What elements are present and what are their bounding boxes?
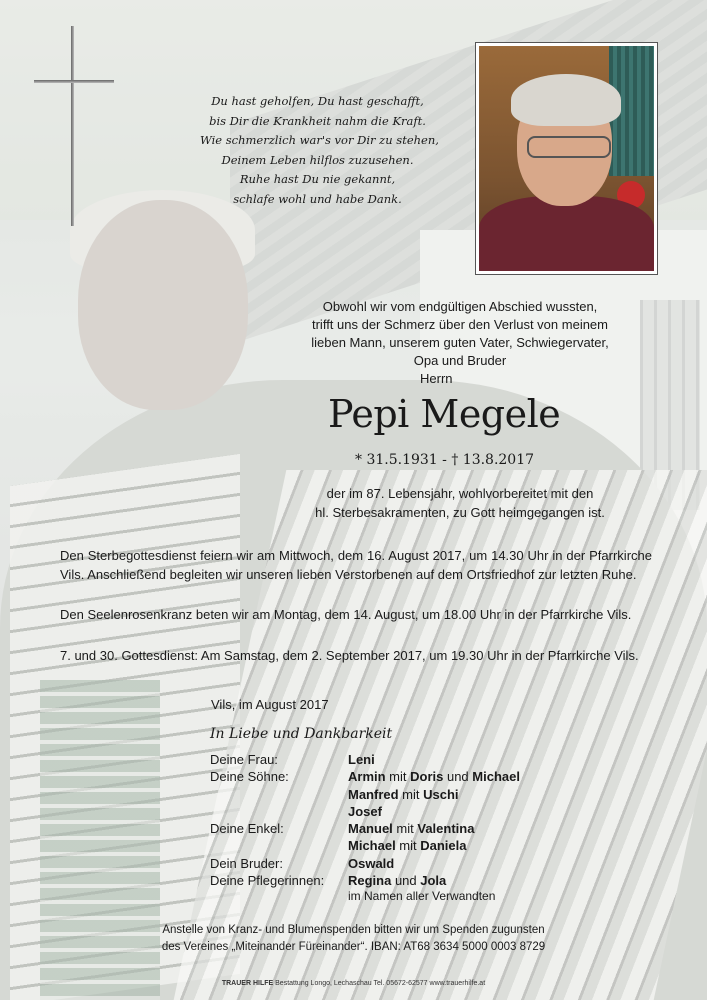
mourner-row (210, 768, 630, 785)
mourner-row (210, 820, 630, 837)
mourner-row (210, 872, 630, 889)
intro-text (260, 298, 660, 370)
relation-label: Deine Frau: (210, 752, 278, 767)
poem-line: Wie schmerzlich war's vor Dir zu stehen, (200, 133, 439, 147)
mourner-row (210, 855, 630, 872)
mourner-name: Manfred (348, 786, 399, 802)
mourner-name: Daniela (420, 838, 467, 854)
mourner-name: Uschi (423, 786, 459, 802)
poem-line: Du hast geholfen, Du hast geschafft, (211, 94, 424, 108)
passing-line: der im 87. Lebensjahr, wohlvorbereitet mit den (326, 486, 594, 501)
honorific: Herrn (420, 371, 453, 386)
mourner-name: Josef (348, 803, 382, 819)
mourner-name: Michael (348, 838, 396, 854)
memorial-service-paragraph: 7. und 30. Gottesdienst: Am Samstag, dem 2. September 2017, um 19.30 Uhr in der Pfarrkirche Vils. (60, 648, 639, 663)
donation-line: Anstelle von Kranz- und Blumenspenden bitten wir um Spenden zugunsten (162, 924, 545, 936)
funeral-service-paragraph: Den Sterbegottesdienst feiern wir am Mittwoch, dem 16. August 2017, um 14.30 Uhr in der Pfarrkirche Vils. Anschließend begleiten wir unseren lieben Verstorbenen auf dem Ortsfriedhof zur letzten Ruhe. (60, 548, 652, 582)
mourner-name: Regina (348, 873, 392, 889)
intro-line: Obwohl wir vom endgültigen Abschied wussten, (322, 299, 598, 314)
mourners-list (210, 751, 630, 889)
life-dates: * 31.5.1931 - † 13.8.2017 (355, 452, 535, 468)
mourner-row (210, 786, 630, 803)
mourner-row (210, 837, 630, 854)
intro-line: Opa und Bruder (413, 353, 507, 368)
relatives-line: im Namen aller Verwandten (348, 889, 496, 903)
donation-line: des Vereines „Miteinander Füreinander“. IBAN: AT68 3634 5000 0003 8729 (161, 941, 546, 953)
mourner-name: Valentina (417, 821, 475, 837)
place-date: Vils, im August 2017 (211, 697, 329, 712)
relation-label: Deine Enkel: (210, 821, 284, 837)
mourner-name: Doris (410, 769, 444, 785)
connector: und (443, 769, 473, 785)
funeral-home-footer (0, 980, 707, 987)
connector: mit (392, 821, 418, 837)
relation-label: Dein Bruder: (210, 855, 283, 871)
funeral-home-contact: Bestattung Longo, Lechaschau Tel. 05672-62577 www.trauerhilfe.at (273, 980, 486, 987)
intro-line: lieben Mann, unserem guten Vater, Schwiegervater, (311, 335, 609, 350)
mourner-row (210, 751, 630, 768)
donation-note (60, 922, 647, 956)
passing-line: hl. Sterbesakramenten, zu Gott heimgegangen ist. (315, 505, 605, 520)
connector: mit (395, 838, 421, 854)
funeral-home-brand: TRAUER HILFE (221, 980, 274, 987)
poem-line: Deinem Leben hilflos zuzusehen. (221, 152, 414, 167)
rosary-paragraph: Den Seelenrosenkranz beten wir am Montag, dem 14. August, um 18.00 Uhr in der Pfarrkirche Vils. (60, 607, 632, 622)
mourner-name: Michael (472, 769, 520, 785)
deceased-name: Pepi Megele (328, 392, 561, 436)
dedication-line: In Liebe und Dankbarkeit (210, 726, 393, 742)
mourner-name: Jola (420, 873, 447, 889)
relation-label: Deine Pflegerinnen: (210, 873, 325, 889)
passing-text (260, 484, 660, 522)
relation-label: Deine Söhne: (210, 769, 289, 785)
connector: und (391, 873, 421, 889)
intro-line: trifft uns der Schmerz über den Verlust von meinem (311, 317, 608, 332)
poem-line: Ruhe hast Du nie gekannt, (239, 172, 396, 186)
poem (200, 92, 439, 209)
mourner-name: Manuel (348, 821, 393, 837)
portrait-photo (476, 43, 657, 274)
connector: mit (398, 786, 424, 802)
mourner-name: Armin (348, 769, 386, 785)
mourner-name: Leni (348, 752, 375, 767)
poem-line: bis Dir die Krankheit nahm die Kraft. (209, 113, 426, 128)
mourner-row (210, 803, 630, 820)
connector: mit (385, 769, 411, 785)
poem-line: schlafe wohl und habe Dank. (233, 191, 402, 206)
mourner-name: Oswald (348, 855, 395, 871)
